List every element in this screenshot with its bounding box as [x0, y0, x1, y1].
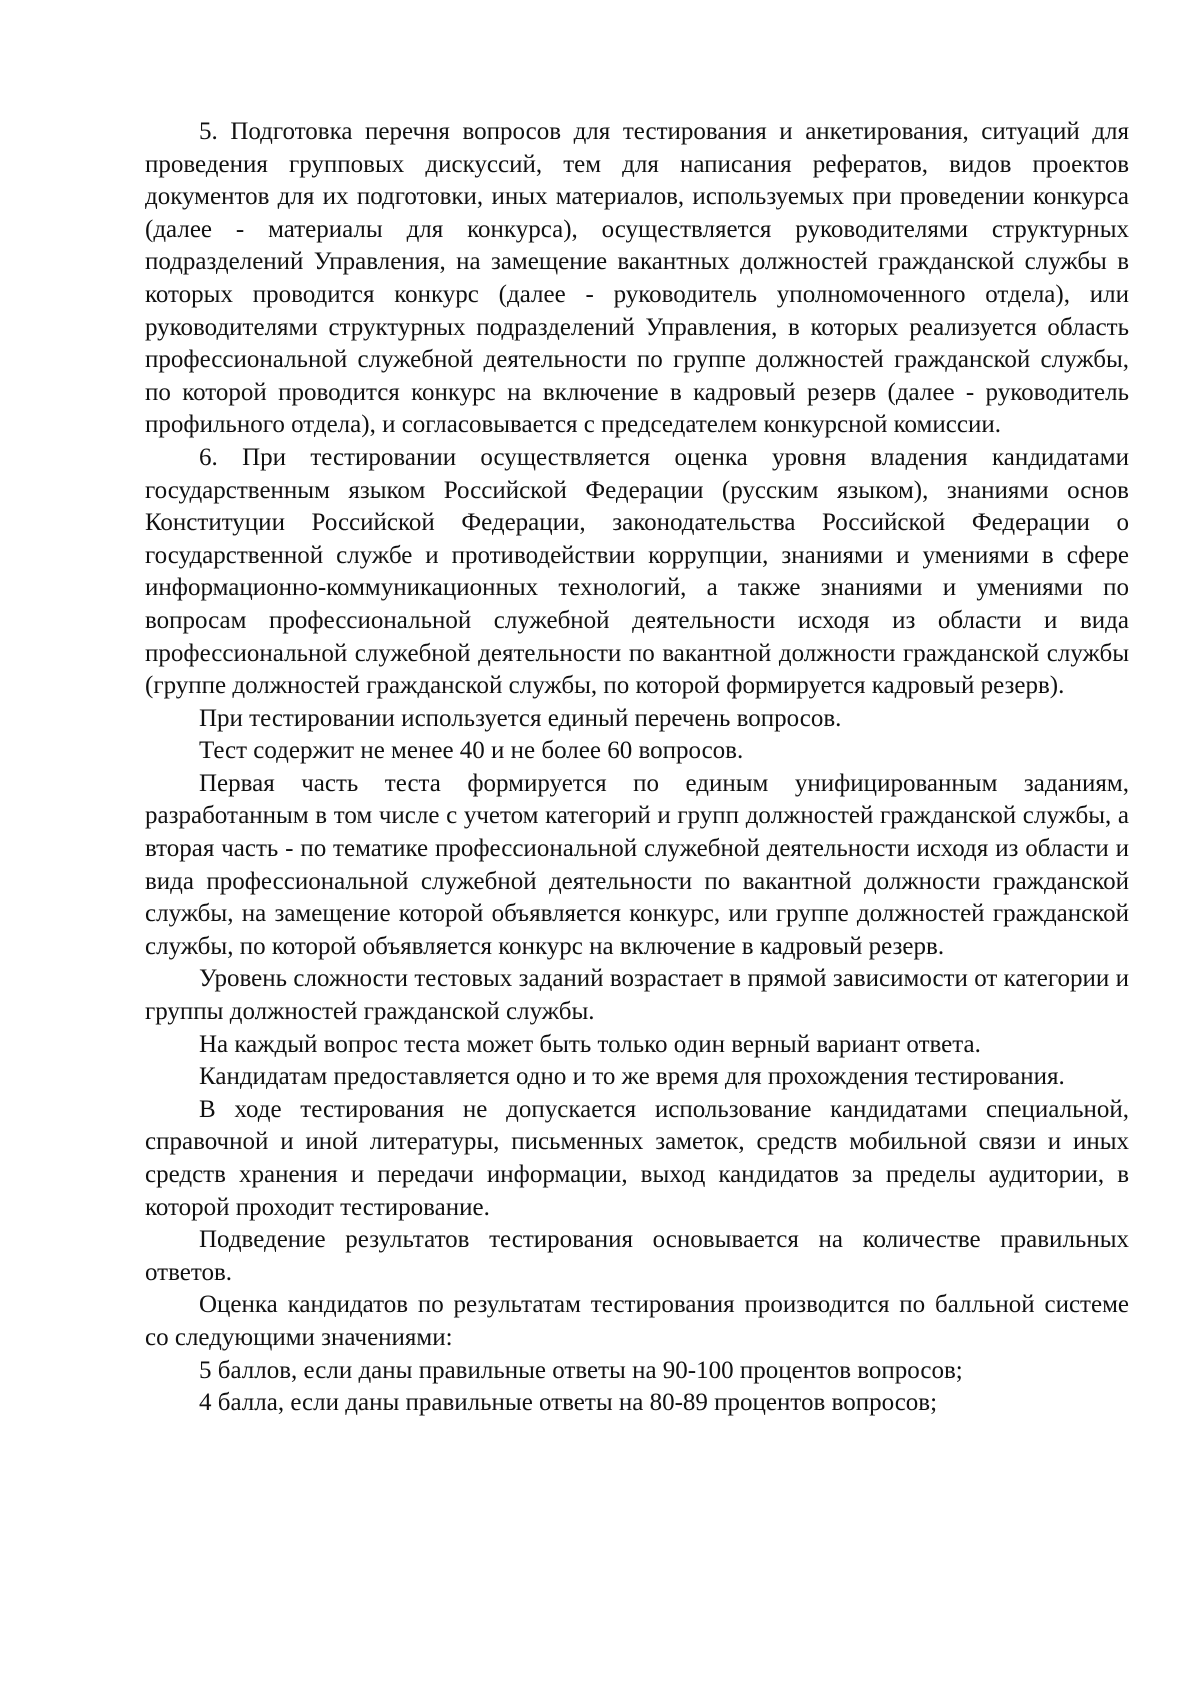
- paragraph-item-6-testing: 6. При тестировании осуществляется оценка уровня владения кандидатами государственным языком Российской Федерации (русским языком), знаниями основ Конституции Российской Федерации, законодательства Российской Федерации о государственной службе и противодействии коррупции, знаниями и умениями в сфере информационно-коммуникационных технологий, а также знаниями и умениями по вопросам профессиональной служебной деятельности исходя из области и вида профессиональной служебной деятельности по вакантной должности гражданской службы (группе должностей гражданской службы, по которой формируется кадровый резерв).: [145, 443, 1129, 700]
- paragraph-question-list: При тестировании используется единый перечень вопросов.: [199, 704, 842, 732]
- paragraph-difficulty: Уровень сложности тестовых заданий возрастает в прямой зависимости от категории и группы должностей гражданской службы.: [145, 965, 1129, 1026]
- paragraph-single-answer: На каждый вопрос теста может быть только один верный вариант ответа.: [199, 1030, 981, 1058]
- paragraph-prohibitions: В ходе тестирования не допускается использование кандидатами специальной, справочной и иной литературы, письменных заметок, средств мобильной связи и иных средств хранения и передачи информации, выход кандидатов за пределы аудитории, в которой проходит тестирование.: [145, 1095, 1129, 1221]
- paragraph-equal-time: Кандидатам предоставляется одно и то же время для прохождения тестирования.: [199, 1063, 1065, 1091]
- document-page: [145, 116, 1129, 1420]
- paragraph-scoring-system: Оценка кандидатов по результатам тестирования производится по балльной системе со следующими значениями:: [145, 1291, 1129, 1351]
- paragraph-results-basis: Подведение результатов тестирования основывается на количестве правильных ответов.: [145, 1226, 1129, 1286]
- paragraph-item-5-materials: 5. Подготовка перечня вопросов для тестирования и анкетирования, ситуаций для проведения групповых дискуссий, тем для написания рефератов, видов проектов документов для их подготовки, иных материалов, используемых при проведении конкурса (далее - материалы для конкурса), осуществляется руководителями структурных подразделений Управления, на замещение вакантных должностей гражданской службы в которых проводится конкурс (далее - руководитель уполномоченного отдела), или руководителями структурных подразделений Управления, в которых реализуется область профессиональной служебной деятельности по группе должностей гражданской службы, по которой проводится конкурс на включение в кадровый резерв (далее - руководитель профильного отдела), и согласовывается с председателем конкурсной комиссии.: [145, 118, 1129, 439]
- paragraph-score-5: 5 баллов, если даны правильные ответы на 90-100 процентов вопросов;: [199, 1356, 963, 1384]
- paragraph-question-count: Тест содержит не менее 40 и не более 60 вопросов.: [199, 737, 744, 765]
- paragraph-test-parts: Первая часть теста формируется по единым унифицированным заданиям, разработанным в том числе с учетом категорий и групп должностей гражданской службы, а вторая часть - по тематике профессиональной служебной деятельности исходя из области и вида профессиональной служебной деятельности по вакантной должности гражданской службы, на замещение которой объявляется конкурс, или группе должностей гражданской службы, по которой объявляется конкурс на включение в кадровый резерв.: [145, 769, 1129, 960]
- paragraph-score-4: 4 балла, если даны правильные ответы на 80-89 процентов вопросов;: [199, 1389, 938, 1417]
